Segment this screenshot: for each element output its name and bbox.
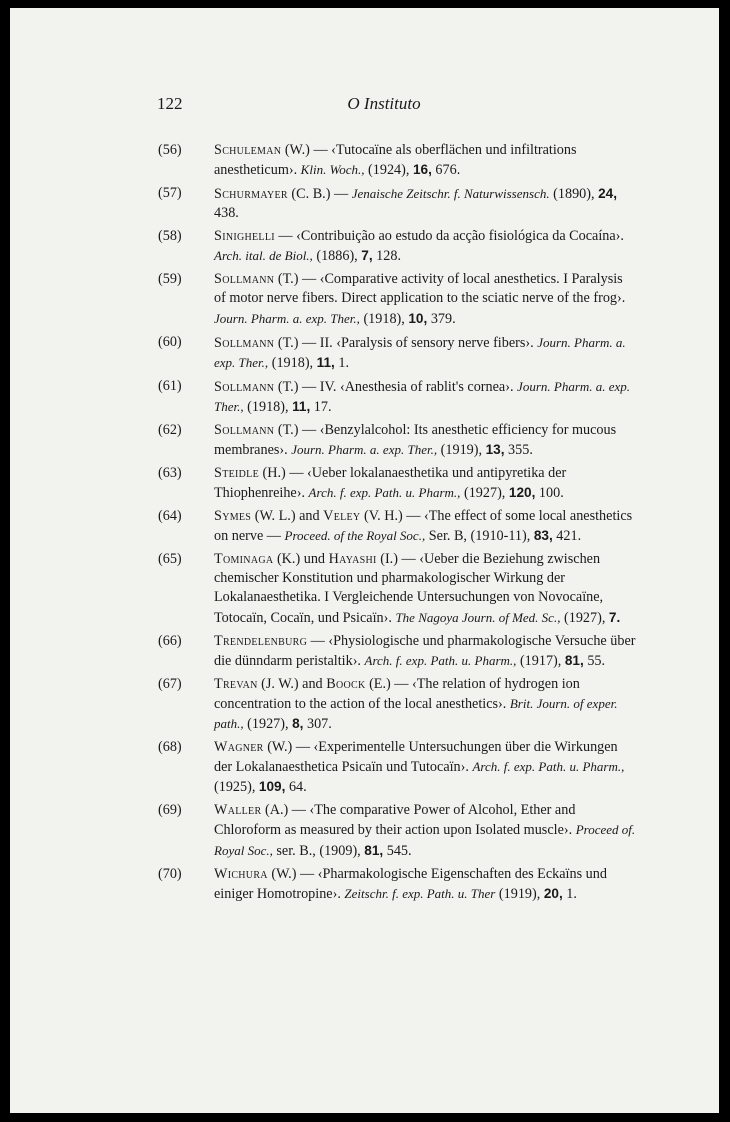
ref-volume: 20, — [543, 885, 563, 901]
ref-coauthor: Veley — [323, 507, 361, 524]
ref-author: Sollmann — [214, 334, 275, 351]
reference-item — [158, 675, 638, 735]
reference-item — [158, 464, 638, 503]
ref-author: Sinighelli — [214, 228, 275, 245]
ref-coauthor: Hayashi — [328, 551, 377, 568]
ref-journal: Journ. Pharm. a. exp. Ther., — [291, 441, 438, 457]
ref-author: Sollmann — [214, 271, 275, 288]
ref-journal: Jenaische Zeitschr. f. Naturwissensch. — [351, 186, 550, 202]
ref-volume: 7, — [361, 248, 373, 264]
reference-list — [158, 141, 638, 908]
ref-text: (C. B.) — — [287, 186, 352, 203]
ref-coauthor: Boock — [326, 675, 366, 692]
reference-item — [158, 632, 638, 671]
ref-text: (K.) und — [273, 551, 329, 568]
ref-year: (1927), — [560, 609, 609, 626]
ref-author: Steidle — [214, 464, 259, 481]
ref-volume: 13, — [485, 441, 505, 457]
reference-number: (68) — [158, 738, 182, 755]
page-header — [157, 94, 611, 118]
ref-volume: 7. — [608, 609, 621, 625]
ref-pages: 55. — [583, 652, 606, 669]
ref-text: (W.) — ‹Pharmakologische Eigenschaften des Eckaïns und einiger Homotropine›. — [214, 865, 607, 902]
ref-volume: 10, — [408, 310, 428, 326]
reference-number: (67) — [158, 675, 182, 692]
reference-number: (61) — [158, 377, 182, 394]
reference-number: (69) — [158, 802, 182, 819]
reference-number: (63) — [158, 464, 182, 481]
ref-year: (1886), — [312, 248, 362, 265]
book-page — [10, 8, 719, 1113]
reference-number: (65) — [158, 551, 182, 568]
reference-number: (62) — [158, 421, 182, 438]
ref-author: Sollmann — [214, 421, 275, 438]
ref-journal: Journ. Pharm. a. exp. Ther., — [214, 378, 631, 414]
ref-journal: Arch. f. exp. Path. u. Pharm., — [472, 759, 625, 775]
ref-text-2: (V. H.) — ‹The effect of some local anesthetics on nerve — — [214, 507, 633, 545]
reference-item — [158, 227, 638, 266]
ref-year: ser. B., (1909), — [272, 842, 365, 859]
ref-author: Trendelenburg — [214, 632, 308, 649]
ref-year: (1919), — [437, 441, 486, 458]
ref-volume: 16, — [412, 162, 432, 178]
reference-number: (66) — [158, 632, 182, 649]
ref-journal: Proceed of. Royal Soc., — [214, 822, 636, 858]
ref-year: (1918), — [243, 398, 293, 415]
ref-journal: Arch. f. exp. Path. u. Pharm., — [308, 485, 461, 501]
ref-journal: Arch. ital. de Biol., — [214, 248, 313, 264]
ref-year: (1925), — [214, 779, 259, 796]
ref-pages: 100. — [535, 485, 564, 502]
ref-year: (1927), — [243, 716, 293, 733]
ref-journal: Zeitschr. f. exp. Path. u. Ther — [344, 885, 496, 901]
ref-volume: 81, — [364, 842, 384, 858]
ref-volume: 120, — [508, 485, 536, 501]
ref-pages: 379. — [427, 310, 456, 327]
reference-item — [158, 333, 638, 373]
ref-pages: 438. — [214, 205, 239, 222]
ref-text: (W. L.) and — [251, 507, 324, 524]
ref-text: (A.) — ‹The comparative Power of Alcohol, Ether and Chloroform as measured by their action upon Isolated muscle›. — [214, 802, 576, 839]
ref-pages: 64. — [285, 779, 307, 796]
ref-pages: 307. — [303, 716, 332, 733]
ref-volume: 24, — [598, 186, 617, 202]
ref-year: (1919), — [495, 885, 544, 902]
ref-pages: 421. — [552, 528, 582, 545]
ref-text-2: (I.) — ‹Ueber die Beziehung zwischen chemischer Konstitution und pharmakologischer Wirkung der Lokalanaesthetika. I Vergleichende Untersuchungen von Novocaïne, Totocaïn, Cocaïn, und Psicaïn›. — [214, 551, 604, 626]
ref-text: (H.) — ‹Ueber lokalanaesthetika und antipyretika der Thiophenreihe›. — [214, 464, 567, 502]
ref-year: (1918), — [359, 310, 409, 327]
ref-text: — ‹Physiologische und pharmakologische Versuche über die dünndarm peristaltik›. — [214, 632, 636, 669]
ref-journal: Proceed. of the Royal Soc., — [284, 528, 426, 544]
running-title: O Instituto — [347, 94, 421, 113]
ref-author: Wichura — [214, 865, 268, 882]
ref-pages: 1. — [562, 885, 577, 902]
ref-author: Tominaga — [214, 551, 274, 568]
ref-year: (1927), — [460, 485, 509, 502]
ref-volume: 8, — [292, 716, 304, 732]
reference-item — [158, 550, 638, 628]
ref-volume: 83, — [533, 528, 553, 544]
ref-journal: Journ. Pharm. a. exp. Ther., — [214, 334, 626, 370]
ref-pages: 128. — [372, 248, 401, 265]
reference-item — [158, 184, 638, 223]
page-number: 122 — [157, 94, 183, 113]
ref-journal: Brit. Journ. of exper. path., — [214, 695, 618, 732]
reference-item — [158, 801, 638, 861]
ref-text: (T.) — ‹Benzylalcohol: Its anesthetic efficiency for mucous membranes›. — [214, 421, 617, 458]
reference-number: (70) — [158, 865, 182, 882]
ref-author: Waller — [214, 802, 262, 819]
ref-author: Trevan — [214, 675, 258, 692]
ref-text: (W.) — ‹Experimentelle Untersuchungen über die Wirkungen der Lokalanaesthetica Psicaïn und Tutocaïn›. — [214, 738, 618, 776]
reference-number: (56) — [158, 142, 182, 158]
ref-year: (1890), — [549, 186, 599, 203]
ref-author: Sollmann — [214, 378, 275, 395]
reference-number: (64) — [158, 507, 182, 524]
ref-pages: 545. — [383, 842, 412, 859]
reference-number: (59) — [158, 271, 182, 288]
reference-number: (60) — [158, 333, 182, 350]
ref-pages: 676. — [431, 162, 461, 179]
ref-text: (T.) — IV. ‹Anesthesia of rablit's cornea›. — [274, 378, 518, 395]
ref-text: (W.) — ‹Tutocaïne als oberflächen und infiltrations anestheticum›. — [214, 142, 577, 179]
reference-item — [158, 141, 638, 180]
reference-number: (58) — [158, 228, 182, 245]
ref-journal: Journ. Pharm. a. exp. Ther., — [214, 310, 360, 326]
ref-text-2: (E.) — ‹The relation of hydrogen ion concentration to the action of the local anesthetics›. — [214, 675, 580, 712]
reference-number: (57) — [158, 185, 182, 202]
ref-text: (T.) — ‹Comparative activity of local anesthetics. I Paralysis of motor nerve fibers. Direct application to the sciatic nerve of the frog›. — [214, 271, 626, 307]
ref-journal: The Nagoya Journ. of Med. Sc., — [395, 609, 561, 625]
ref-journal: Klin. Woch., — [300, 162, 365, 178]
ref-volume: 109, — [258, 779, 286, 795]
ref-year: (1917), — [516, 652, 565, 669]
reference-item — [158, 865, 638, 904]
ref-volume: 11, — [292, 398, 311, 414]
ref-volume: 81, — [564, 652, 584, 668]
ref-pages: 17. — [310, 398, 332, 415]
ref-author: Schuleman — [214, 142, 282, 158]
ref-year: (1924), — [364, 162, 413, 179]
ref-author: Schurmayer — [214, 186, 288, 203]
ref-author: Symes — [214, 507, 252, 524]
ref-author: Wagner — [214, 738, 264, 755]
ref-year: Ser. B, (1910-11), — [425, 528, 534, 545]
reference-item — [158, 507, 638, 546]
ref-text: (J. W.) and — [257, 675, 327, 692]
ref-text: (T.) — II. ‹Paralysis of sensory nerve fibers›. — [274, 334, 538, 351]
reference-item — [158, 377, 638, 417]
ref-volume: 11, — [316, 354, 335, 370]
reference-item — [158, 738, 638, 798]
ref-pages: 1. — [334, 354, 349, 371]
ref-text: — ‹Contribuição ao estudo da acção fisiológica da Cocaína›. — [274, 228, 624, 245]
ref-journal: Arch. f. exp. Path. u. Pharm., — [364, 652, 517, 668]
reference-item — [158, 421, 638, 460]
ref-pages: 355. — [504, 441, 533, 458]
ref-year: (1918), — [268, 354, 317, 371]
reference-item — [158, 270, 638, 329]
